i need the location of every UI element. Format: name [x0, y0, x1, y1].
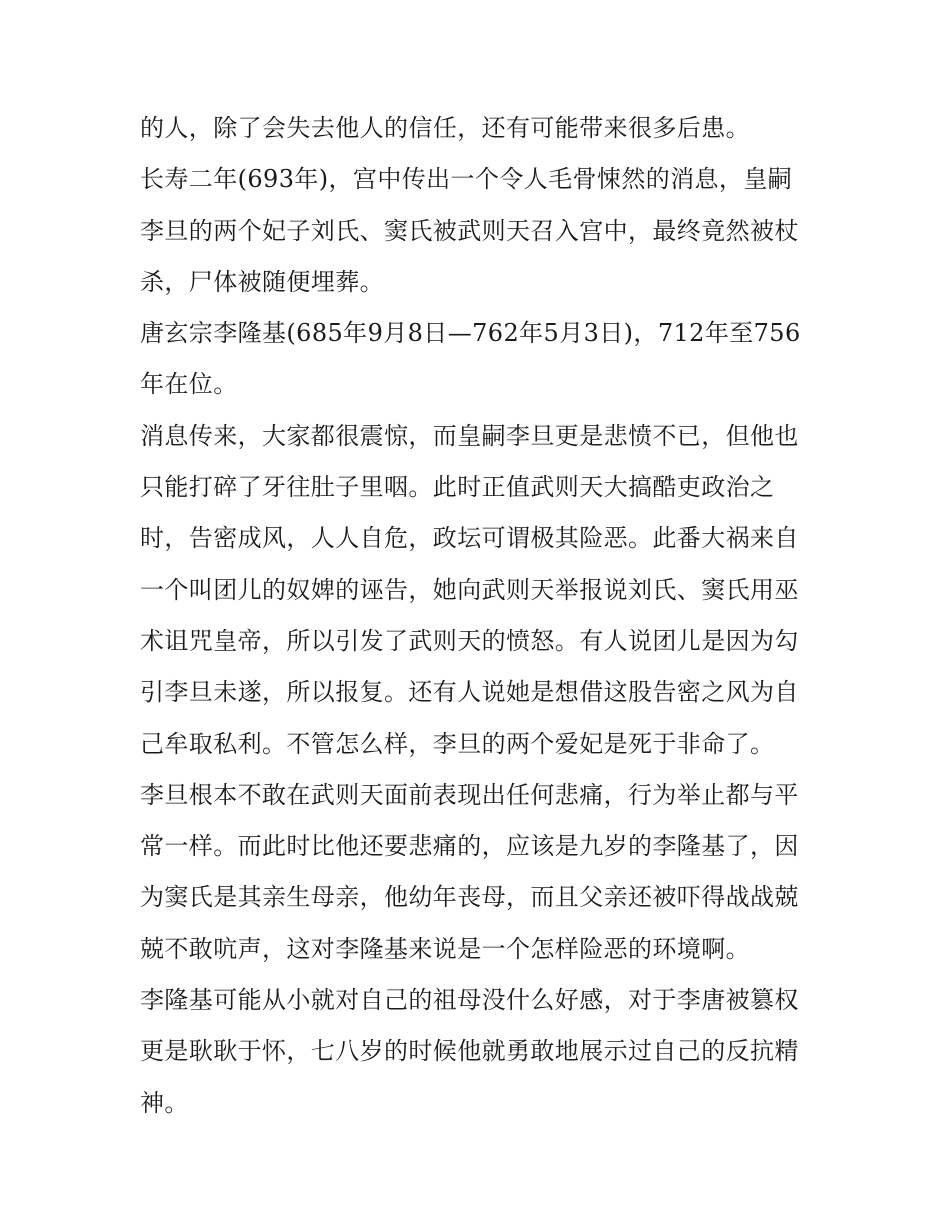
text-line-9: 时，告密成风，人人自危，政坛可谓极其险恶。此番大祸来自	[140, 524, 799, 553]
text-line-17: 兢不敢吭声，这对李隆基来说是一个怎样险恶的环境啊。	[140, 934, 750, 963]
text-line-6: 年在位。	[140, 370, 238, 399]
text-line-19: 更是耿耿于怀，七八岁的时候他就勇敢地展示过自己的反抗精	[140, 1037, 799, 1066]
text-line-8: 只能打碎了牙往肚子里咽。此时正值武则天大搞酷吏政治之	[140, 473, 775, 502]
text-line-3: 李旦的两个妃子刘氏、窦氏被武则天召入宫中，最终竟然被杖	[140, 216, 799, 245]
text-line-5: 唐玄宗李隆基(685年9月8日—762年5月3日)，712年至756	[140, 319, 801, 348]
document-page	[140, 103, 816, 1129]
text-line-15: 常一样。而此时比他还要悲痛的，应该是九岁的李隆基了，因	[140, 832, 799, 861]
text-line-7: 消息传来，大家都很震惊，而皇嗣李旦更是悲愤不已，但他也	[140, 421, 799, 450]
text-line-1: 的人，除了会失去他人的信任，还有可能带来很多后患。	[140, 114, 750, 142]
text-line-10: 一个叫团儿的奴婢的诬告，她向武则天举报说刘氏、窦氏用巫	[140, 575, 799, 604]
text-line-11: 术诅咒皇帝，所以引发了武则天的愤怒。有人说团儿是因为勾	[140, 626, 799, 655]
text-line-2: 长寿二年(693年)，宫中传出一个令人毛骨悚然的消息，皇嗣	[140, 165, 793, 194]
text-line-16: 为窦氏是其亲生母亲，他幼年丧母，而且父亲还被吓得战战兢	[140, 883, 799, 912]
text-line-12: 引李旦未遂，所以报复。还有人说她是想借这股告密之风为自	[140, 678, 799, 707]
text-line-4: 杀，尸体被随便埋葬。	[140, 267, 384, 296]
text-line-18: 李隆基可能从小就对自己的祖母没什么好感，对于李唐被篡权	[140, 986, 799, 1015]
text-line-14: 李旦根本不敢在武则天面前表现出任何悲痛，行为举止都与平	[140, 780, 799, 809]
text-line-20: 神。	[140, 1088, 189, 1117]
text-line-13: 己牟取私利。不管怎么样，李旦的两个爱妃是死于非命了。	[140, 729, 775, 758]
